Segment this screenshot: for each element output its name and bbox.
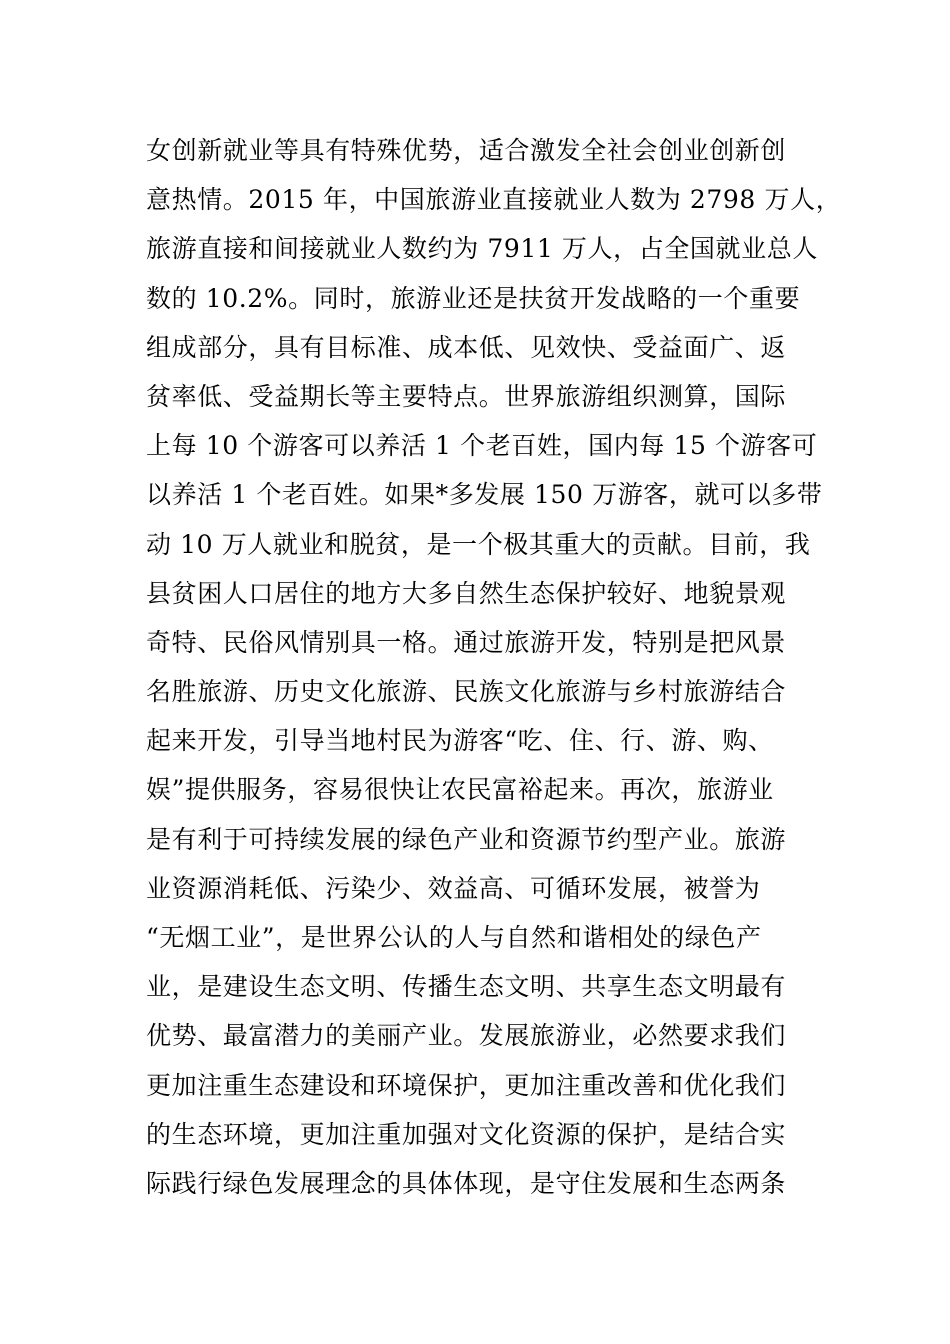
text-line: 业，是建设生态文明、传播生态文明、共享生态文明最有 <box>146 972 787 1002</box>
text-line: 贫率低、受益期长等主要特点。世界旅游组织测算，国际 <box>146 381 787 411</box>
text-line: 组成部分，具有目标准、成本低、见效快、受益面广、返 <box>146 332 787 362</box>
text-line: 奇特、民俗风情别具一格。通过旅游开发，特别是把风景 <box>146 627 787 657</box>
text-line: 名胜旅游、历史文化旅游、民族文化旅游与乡村旅游结合 <box>146 677 787 707</box>
text-line: 意热情。2015 年，中国旅游业直接就业人数为 2798 万人， <box>146 185 842 215</box>
text-line: 业资源消耗低、污染少、效益高、可循环发展，被誉为 <box>146 873 761 903</box>
body-paragraph <box>146 126 842 1208</box>
text-line: 娱”提供服务，容易很快让农民富裕起来。再次，旅游业 <box>146 775 774 805</box>
text-line: 上每 10 个游客可以养活 1 个老百姓，国内每 15 个游客可 <box>146 431 818 461</box>
text-line: 县贫困人口居住的地方大多自然生态保护较好、地貌景观 <box>146 578 787 608</box>
text-line: “无烟工业”，是世界公认的人与自然和谐相处的绿色产 <box>146 923 762 952</box>
text-line: 起来开发，引导当地村民为游客“吃、住、行、游、购、 <box>146 726 774 756</box>
text-line: 的生态环境，更加注重加强对文化资源的保护，是结合实 <box>146 1119 787 1149</box>
text-line: 际践行绿色发展理念的具体体现，是守住发展和生态两条 <box>146 1168 787 1198</box>
text-line: 以养活 1 个老百姓。如果*多发展 150 万游客，就可以多带 <box>146 480 823 510</box>
text-line: 是有利于可持续发展的绿色产业和资源节约型产业。旅游 <box>146 824 787 854</box>
text-line: 旅游直接和间接就业人数约为 7911 万人，占全国就业总人 <box>146 234 818 264</box>
text-line: 动 10 万人就业和脱贫，是一个极其重大的贡献。目前，我 <box>146 529 811 559</box>
text-line: 女创新就业等具有特殊优势，适合激发全社会创业创新创 <box>146 136 787 165</box>
text-line: 数的 10.2%。同时，旅游业还是扶贫开发战略的一个重要 <box>146 283 801 313</box>
text-line: 更加注重生态建设和环境保护，更加注重改善和优化我们 <box>146 1070 787 1100</box>
text-line: 优势、最富潜力的美丽产业。发展旅游业，必然要求我们 <box>146 1021 787 1051</box>
